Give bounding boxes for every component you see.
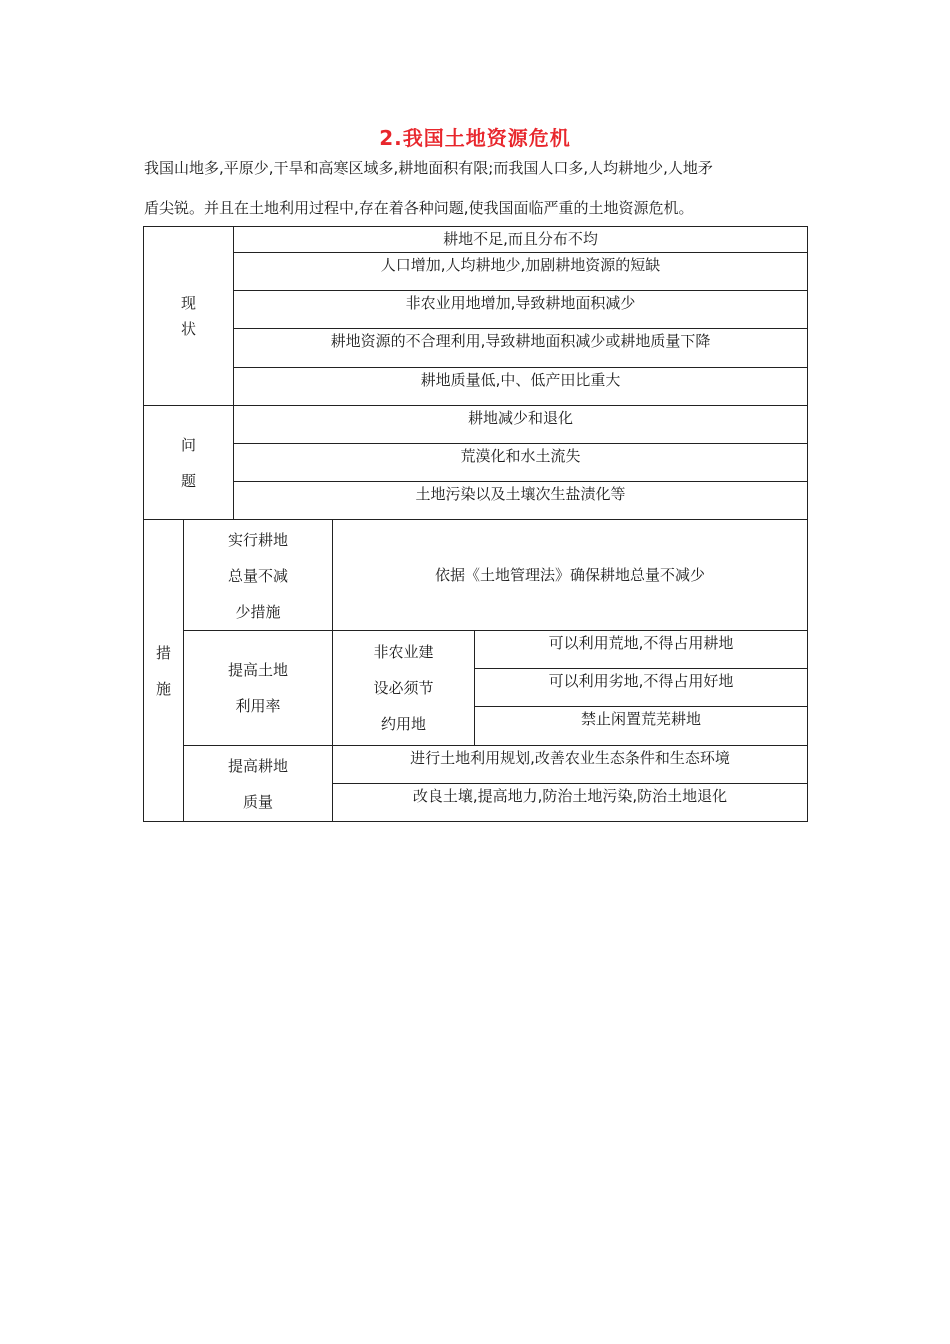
quality-item: 改良土壤,提高地力,防治土地污染,防治土地退化: [333, 784, 808, 822]
total-measure-content: 依据《土地管理法》确保耕地总量不减少: [333, 520, 808, 631]
quality-label-cell: [184, 746, 333, 822]
utilization-sublabel-cell: [333, 631, 475, 746]
utilization-sublabel: 非农业建设必须节约用地: [373, 643, 434, 733]
intro-paragraph: [144, 148, 812, 228]
total-measure-label-cell: [184, 520, 333, 631]
intro-line-1: 我国山地多,平原少,干旱和高寒区域多,耕地面积有限;而我国人口多,人均耕地少,人地矛: [144, 159, 713, 177]
utilization-item: 禁止闲置荒芜耕地: [475, 707, 808, 746]
status-item: 耕地质量低,中、低产田比重大: [234, 368, 808, 406]
problem-item: 土地污染以及土壤次生盐渍化等: [234, 482, 808, 520]
problem-item: 荒漠化和水土流失: [234, 444, 808, 482]
problems-label-cell: [144, 406, 234, 520]
quality-item: 进行土地利用规划,改善农业生态条件和生态环境: [333, 746, 808, 784]
quality-label: 提高耕地质量: [227, 756, 288, 811]
utilization-item: 可以利用劣地,不得占用好地: [475, 669, 808, 707]
utilization-item: 可以利用荒地,不得占用耕地: [475, 631, 808, 669]
status-item: 人口增加,人均耕地少,加剧耕地资源的短缺: [234, 253, 808, 291]
land-crisis-table: [143, 226, 808, 822]
status-item: 耕地资源的不合理利用,导致耕地面积减少或耕地质量下降: [234, 329, 808, 368]
utilization-label-cell: [184, 631, 333, 746]
status-item: 非农业用地增加,导致耕地面积减少: [234, 291, 808, 329]
status-item: 耕地不足,而且分布不均: [234, 227, 808, 253]
section-title: 2.我国土地资源危机: [379, 126, 571, 150]
measures-label-cell: [144, 520, 184, 822]
status-label-cell: [144, 227, 234, 406]
intro-line-2: 盾尖锐。并且在土地利用过程中,存在着各种问题,使我国面临严重的土地资源危机。: [144, 199, 694, 217]
measures-label: 措施: [155, 643, 171, 698]
utilization-label: 提高土地利用率: [227, 661, 288, 715]
status-label: 现状: [180, 294, 196, 338]
problem-item: 耕地减少和退化: [234, 406, 808, 444]
total-measure-label: 实行耕地总量不减少措施: [227, 531, 288, 621]
problems-label: 问题: [180, 435, 196, 490]
